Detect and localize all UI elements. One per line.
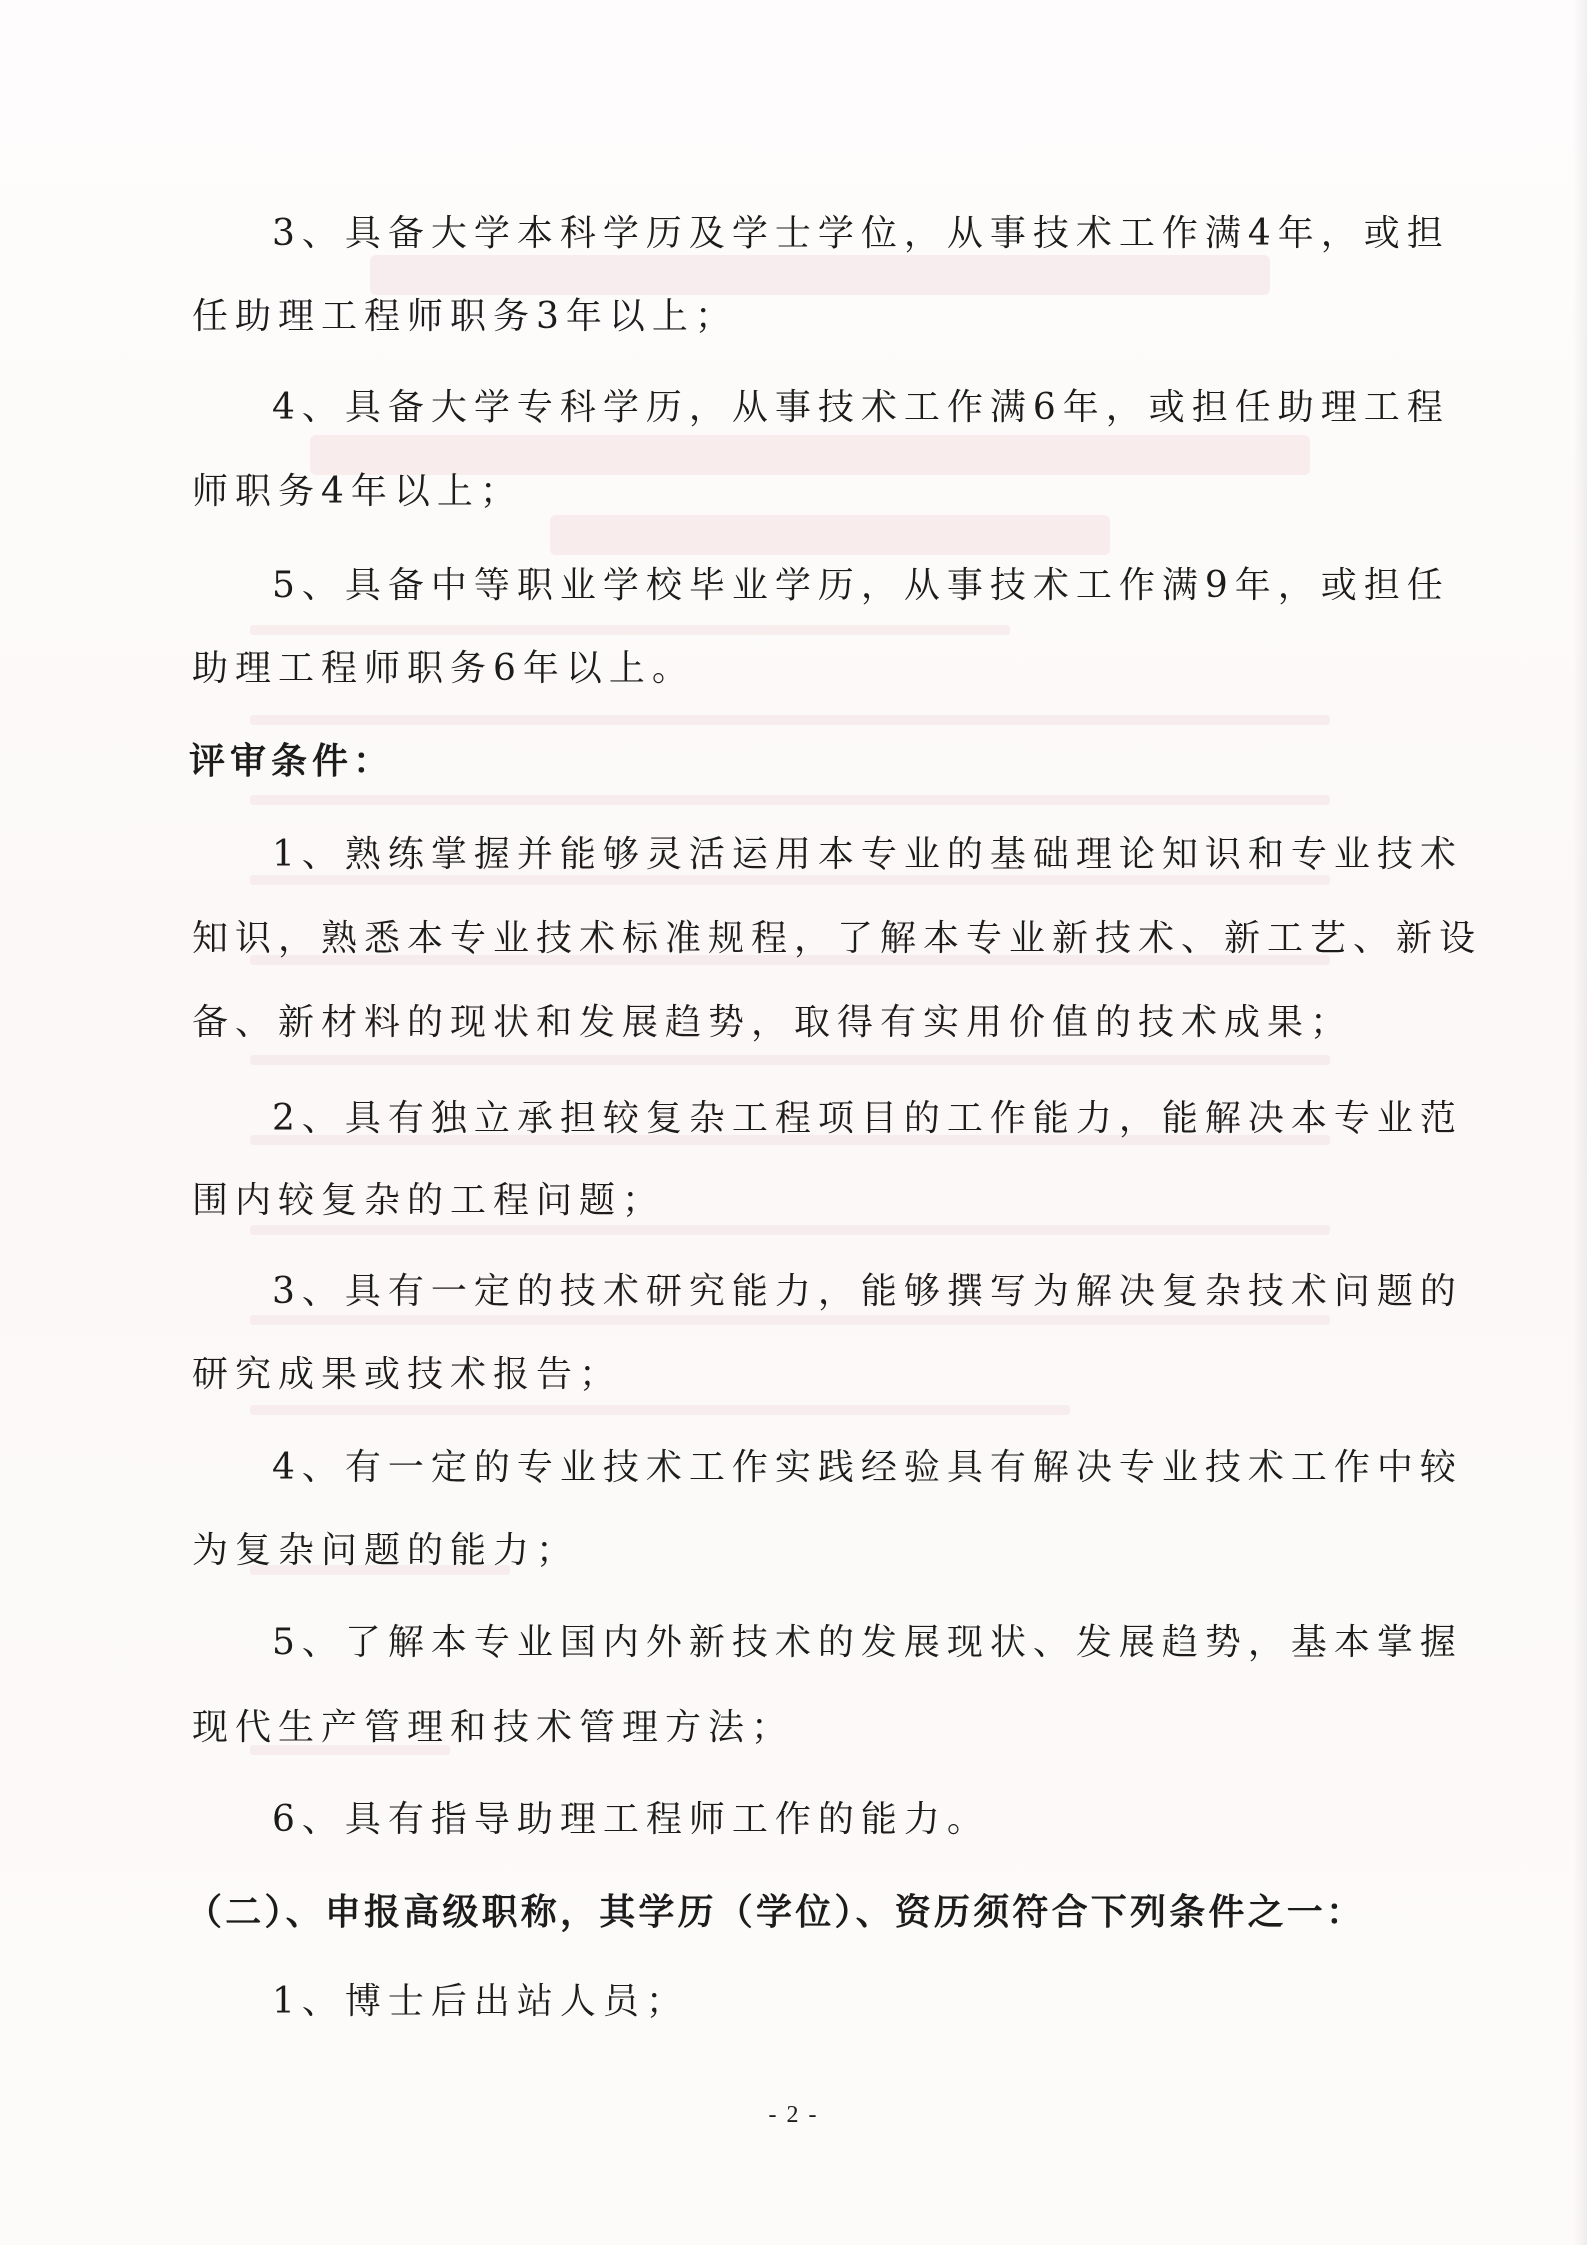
- bleed-line-shape: [250, 1315, 1330, 1325]
- paragraph-4-line-1: 4、具备大学专科学历，从事技术工作满6年，或担任助理工程: [272, 387, 1450, 428]
- page-number: - 2 -: [768, 2102, 819, 2128]
- scan-edge-shadow: [1573, 0, 1587, 2245]
- criterion-1-line-2: 知识，熟悉本专业技术标准规程，了解本专业新技术、新工艺、新设: [192, 918, 1483, 959]
- criterion-2-line-1: 2、具有独立承担较复杂工程项目的工作能力，能解决本专业范: [272, 1098, 1463, 1139]
- bleed-title-shape: [370, 255, 1270, 295]
- paragraph-5-line-1: 5、具备中等职业学校毕业学历，从事技术工作满9年，或担任: [272, 565, 1450, 606]
- criterion-6-line-1: 6、具有指导助理工程师工作的能力。: [272, 1799, 990, 1840]
- criterion-2-line-2: 围内较复杂的工程问题；: [192, 1180, 666, 1221]
- bleed-line-shape: [250, 1225, 1330, 1235]
- review-conditions-heading: 评审条件：: [189, 741, 395, 782]
- paragraph-4-line-2: 师职务4年以上；: [192, 471, 523, 512]
- bleed-title-shape: [550, 515, 1110, 555]
- section-two-item-1: 1、博士后出站人员；: [272, 1981, 689, 2022]
- section-two-heading: （二）、申报高级职称，其学历（学位）、资历须符合下列条件之一：: [186, 1892, 1366, 1933]
- bleed-line-shape: [250, 875, 1330, 885]
- paragraph-5-line-2: 助理工程师职务6年以上。: [192, 648, 695, 689]
- criterion-5-line-1: 5、了解本专业国内外新技术的发展现状、发展趋势，基本掌握: [272, 1622, 1463, 1663]
- bleed-line-shape: [250, 625, 1010, 635]
- criterion-4-line-2: 为复杂问题的能力；: [192, 1530, 580, 1571]
- bleed-line-shape: [250, 715, 1330, 725]
- criterion-1-line-3: 备、新材料的现状和发展趋势，取得有实用价值的技术成果；: [192, 1002, 1354, 1043]
- criterion-3-line-1: 3、具有一定的技术研究能力，能够撰写为解决复杂技术问题的: [272, 1271, 1463, 1312]
- bleed-line-shape: [250, 795, 1330, 805]
- paragraph-3-line-1: 3、具备大学本科学历及学士学位，从事技术工作满4年，或担: [272, 213, 1450, 254]
- criterion-3-line-2: 研究成果或技术报告；: [192, 1354, 623, 1395]
- paragraph-3-line-2: 任助理工程师职务3年以上；: [192, 296, 738, 337]
- bleed-title-shape: [310, 435, 1310, 475]
- bleed-line-shape: [250, 1055, 1330, 1065]
- bleed-line-shape: [250, 1405, 1070, 1415]
- criterion-5-line-2: 现代生产管理和技术管理方法；: [192, 1707, 795, 1748]
- criterion-4-line-1: 4、有一定的专业技术工作实践经验具有解决专业技术工作中较: [272, 1447, 1463, 1488]
- criterion-1-line-1: 1、熟练掌握并能够灵活运用本专业的基础理论知识和专业技术: [272, 834, 1463, 875]
